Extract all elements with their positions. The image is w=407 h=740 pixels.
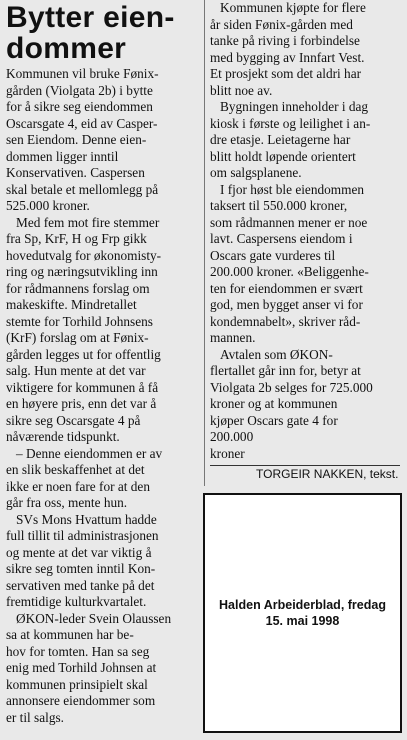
article-paragraph (6, 512, 202, 611)
text-line: lavt. Caspersens eiendom i (210, 231, 353, 246)
text-line: nåværende tidspunkt. (6, 429, 120, 444)
text-line: sikre seg Oscarsgate 4 på (6, 412, 141, 428)
article-left-column (6, 2, 202, 740)
text-line: kjøper Oscars gate 4 for (210, 412, 338, 428)
text-line: flertallet går inn for, betyr at (210, 363, 361, 378)
text-line: 200.000 kroner. «Beliggenhe- (210, 264, 369, 279)
text-line: Kommunen vil bruke Fønix- (6, 66, 159, 81)
text-line: med bygging av Innfart Vest. (210, 49, 365, 65)
text-line: dommen ligger inntil (6, 148, 119, 164)
source-caption (219, 597, 386, 629)
text-line: god, men bygget anser vi for (210, 297, 363, 312)
headline-line: dommer (6, 32, 127, 65)
article-paragraph (6, 66, 202, 215)
text-line: og mente at det var viktig å (6, 544, 152, 560)
left-body-text (6, 66, 202, 726)
text-line: Bygningen inneholder i dag (220, 99, 369, 114)
text-line: kiosk i første og leilighet i an- (210, 115, 371, 131)
text-line: sa at kommunen har be- (6, 627, 134, 642)
byline: TORGEIR NAKKEN, tekst. (256, 467, 399, 481)
text-line: tanke på riving i forbindelse (210, 33, 360, 48)
text-line: hovedutvalg for økonomisty- (6, 247, 162, 263)
text-line: Med fem mot fire stemmer (16, 214, 160, 230)
text-line: Oscars gate vurderes til (210, 247, 336, 263)
text-line: ten for eiendommen er svært (210, 280, 363, 296)
text-line: gården legges ut for offentlig (6, 346, 161, 362)
text-line: gården (Violgata 2b) i bytte (6, 82, 153, 98)
text-line: som rådmannen mener er noe (210, 214, 368, 230)
text-line: (KrF) forslag om at Fønix- (6, 330, 149, 345)
text-line: kondemnabelt», skriver råd- (210, 313, 361, 329)
text-line: makeskifte. Mindretallet (6, 297, 137, 312)
text-line: blitt holdt løpende orientert (210, 148, 356, 164)
text-line: Et prosjekt som det aldri har (210, 66, 362, 81)
text-line: dre etasje. Leietagerne har (210, 132, 351, 147)
article-paragraph (210, 182, 407, 347)
text-line: fremtidige kulturkvartalet. (6, 594, 147, 609)
article-paragraph (6, 611, 202, 727)
text-line: en slik beskaffenhet at det (6, 462, 145, 477)
text-line: I fjor høst ble eiendommen (220, 181, 365, 197)
text-line: annonsere eiendommer som (6, 693, 156, 708)
text-line: sikre seg tomten inntil Kon- (6, 561, 156, 576)
source-box (203, 493, 402, 733)
text-line: enig med Torhild Johnsen at (6, 660, 157, 675)
article-paragraph (210, 347, 407, 463)
text-line: kommunen prinsipielt skal (6, 676, 148, 692)
text-line: Violgata 2b selges for 725.000 (210, 379, 373, 395)
text-line: om salgsplanene. (210, 165, 302, 180)
text-line: servativen med tanke på det (6, 577, 155, 593)
source-line: Halden Arbeiderblad, fredag (219, 598, 386, 612)
text-line: mannen. (210, 330, 256, 345)
text-line: Avtalen som ØKON- (220, 346, 333, 362)
text-line: ikke er noen fare for at den (6, 478, 150, 494)
text-line: kroner (210, 445, 245, 461)
byline-rule (210, 465, 400, 466)
article-paragraph (6, 446, 202, 512)
text-line: for å sikre seg eiendommen (6, 99, 153, 114)
article-paragraph (210, 0, 407, 99)
text-line: – Denne eiendommen er av (16, 445, 163, 461)
text-line: stemte for Torhild Johnsens (6, 313, 153, 329)
text-line: Kommunen kjøpte for flere (220, 0, 366, 15)
text-line: salg. Hun mente at det var (6, 363, 146, 378)
text-line: hov for tomten. Han sa seg (6, 643, 150, 659)
text-line: full tillit til administrasjonen (6, 528, 159, 543)
article-paragraph (210, 99, 407, 182)
text-line: ØKON-leder Svein Olaussen (16, 610, 172, 626)
text-line: kroner og at kommunen (210, 396, 338, 411)
text-line: år siden Fønix-gården med (210, 16, 353, 32)
text-line: er til salgs. (6, 709, 64, 725)
text-line: Konservativen. Caspersen (6, 165, 145, 180)
article-right-column (210, 0, 407, 480)
text-line: en høyere pris, enn det var å (6, 396, 157, 411)
text-line: 200.000 (210, 429, 254, 444)
article-paragraph (6, 215, 202, 446)
source-line: 15. mai 1998 (265, 614, 340, 628)
text-line: ring og næringsutvikling inn (6, 264, 158, 279)
text-line: taksert til 550.000 kroner, (210, 198, 348, 213)
text-line: for rådmannens forslag om (6, 280, 150, 296)
text-line: sen Eiendom. Denne eien- (6, 132, 147, 147)
text-line: fra Sp, KrF, H og Frp gikk (6, 231, 147, 246)
headline (6, 2, 202, 64)
text-line: viktigere for kommunen å få (6, 379, 159, 395)
text-line: 525.000 kroner. (6, 198, 90, 213)
right-body-text (210, 0, 407, 462)
column-divider (204, 0, 205, 486)
text-line: blitt noe av. (210, 82, 273, 98)
headline-line: Bytter eien- (6, 1, 175, 34)
text-line: Oscarsgate 4, eid av Casper- (6, 115, 158, 131)
text-line: SVs Mons Hvattum hadde (16, 511, 157, 527)
text-line: går fra oss, mente hun. (6, 495, 128, 510)
text-line: skal betale et mellomlegg på (6, 181, 159, 197)
